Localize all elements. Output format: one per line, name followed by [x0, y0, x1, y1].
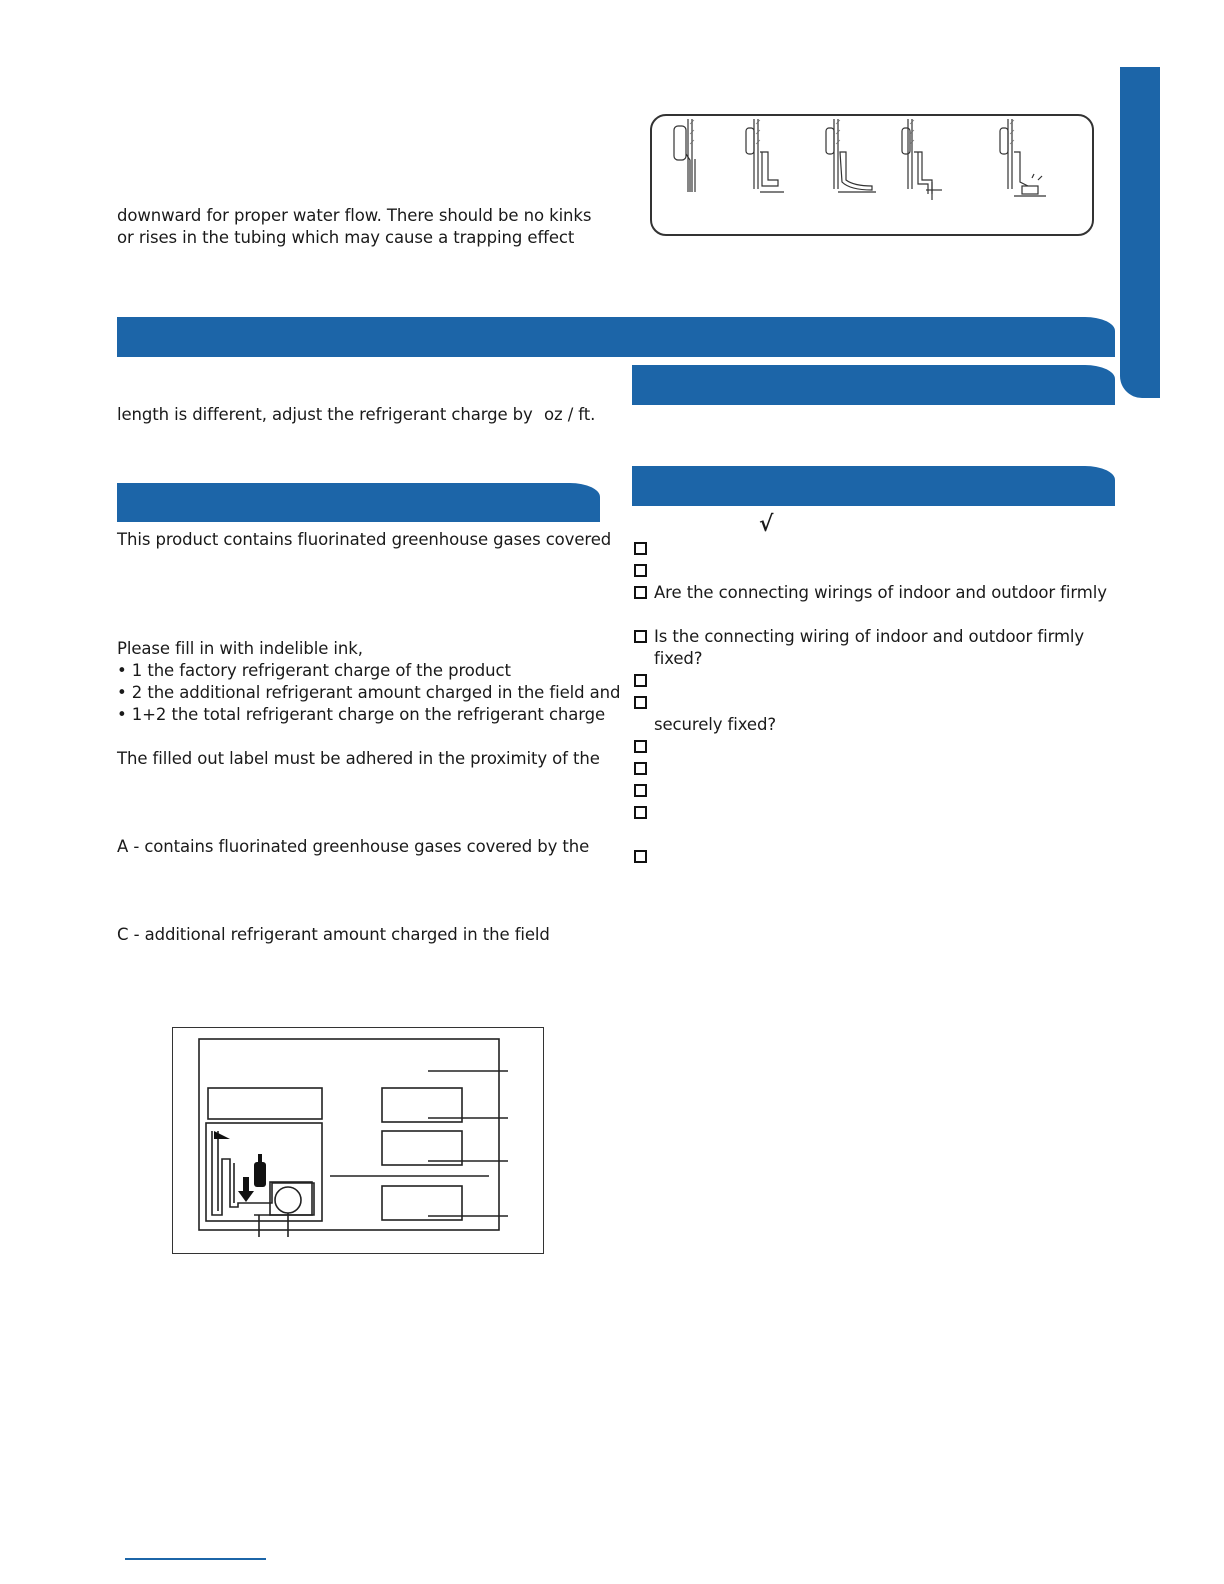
drain-text-line-2: or rises in the tubing which may cause a trapping effect: [117, 228, 575, 247]
refrigerant-label-illustration: [172, 1027, 544, 1254]
checkbox-4[interactable]: [634, 630, 647, 643]
checklist-header-bar: [632, 466, 1115, 506]
footer-accent-line: [125, 1558, 266, 1560]
fgas-header-bar: [117, 483, 600, 522]
fgas-label-note: The filled out label must be adhered in the proximity of the: [117, 749, 600, 768]
fgas-bullet-1: • 1 the factory refrigerant charge of the product: [117, 661, 511, 680]
checklist-item-wiring-firm: Are the connecting wirings of indoor and outdoor firmly: [654, 583, 1107, 602]
checkbox-9[interactable]: [634, 784, 647, 797]
checkbox-5[interactable]: [634, 674, 647, 687]
section-header-bar: [117, 317, 1115, 357]
fgas-fill-title: Please fill in with indelible ink,: [117, 639, 363, 658]
fgas-bullet-2: • 2 the additional refrigerant amount charged in the field and: [117, 683, 621, 702]
checkbox-10[interactable]: [634, 806, 647, 819]
right-section-header-bar-1: [632, 365, 1115, 405]
drain-text-line-1: downward for proper water flow. There should be no kinks: [117, 206, 592, 225]
fgas-item-c: C - additional refrigerant amount charged in the field: [117, 925, 550, 944]
drain-illustration: [650, 114, 1094, 236]
checklist-item-wiring-fixed: Is the connecting wiring of indoor and outdoor firmly: [654, 627, 1085, 646]
drain-diagram: [650, 114, 1094, 236]
refrigerant-label-diagram: [172, 1027, 544, 1254]
check-mark-symbol: √: [759, 511, 774, 537]
checkbox-7[interactable]: [634, 740, 647, 753]
fgas-bullet-3: • 1+2 the total refrigerant charge on the refrigerant charge: [117, 705, 606, 724]
checklist-item-wiring-fixed-cont: fixed?: [654, 649, 703, 668]
checkbox-2[interactable]: [634, 564, 647, 577]
fgas-intro-text: This product contains fluorinated greenhouse gases covered: [117, 530, 612, 549]
checkbox-3[interactable]: [634, 586, 647, 599]
checkbox-8[interactable]: [634, 762, 647, 775]
checkbox-1[interactable]: [634, 542, 647, 555]
refrigerant-charge-unit: oz / ft.: [544, 405, 596, 424]
section-side-tab: [1120, 67, 1160, 398]
checkbox-6[interactable]: [634, 696, 647, 709]
checklist-item-securely-fixed: securely fixed?: [654, 715, 776, 734]
checkbox-11[interactable]: [634, 850, 647, 863]
fgas-item-a: A - contains fluorinated greenhouse gases covered by the: [117, 837, 590, 856]
refrigerant-charge-text: length is different, adjust the refrigerant charge by: [117, 405, 533, 424]
